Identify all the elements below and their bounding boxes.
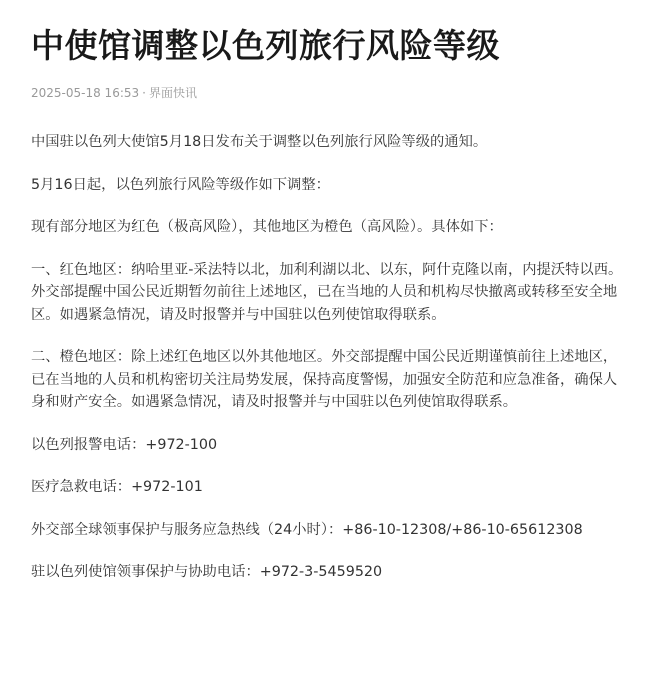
paragraph-overview: 现有部分地区为红色（极高风险），其他地区为橙色（高风险）。具体如下： bbox=[31, 219, 503, 235]
paragraph-embassy-phone: 驻以色列使馆领事保护与协助电话：+972-3-5459520 bbox=[31, 564, 383, 580]
paragraph-consular-hotline: 外交部全球领事保护与服务应急热线（24小时）：+86-10-12308/+86-10-65612308 bbox=[31, 521, 583, 538]
article-body bbox=[31, 131, 628, 584]
paragraph-police-phone: 以色列报警电话：+972-100 bbox=[31, 436, 218, 453]
article-meta bbox=[31, 85, 628, 101]
publish-datetime: 2025-05-18 16:53 bbox=[31, 86, 140, 100]
paragraph-effective-date: 5月16日起，以色列旅行风险等级作如下调整： bbox=[31, 176, 330, 193]
article-title: 中使馆调整以色列旅行风险等级 bbox=[31, 26, 500, 65]
meta-separator: · bbox=[142, 86, 146, 100]
paragraph-red-zone: 一、红色地区：纳哈里亚-采法特以北，加利利湖以北、以东，阿什克隆以南，内提沃特以西。外交部提醒中国公民近期暂勿前往上述地区，已在当地的人员和机构尽快撤离或转移至安全地区。如遇紧急情况，请及时报警并与中国驻以色列使馆取得联系。 bbox=[31, 261, 623, 323]
paragraph-notice: 中国驻以色列大使馆5月18日发布关于调整以色列旅行风险等级的通知。 bbox=[31, 134, 488, 150]
source-link[interactable]: 界面快讯 bbox=[148, 86, 197, 100]
paragraph-ambulance-phone: 医疗急救电话：+972-101 bbox=[31, 479, 203, 495]
paragraph-orange-zone: 二、橙色地区：除上述红色地区以外其他地区。外交部提醒中国公民近期谨慎前往上述地区，已在当地的人员和机构密切关注局势发展，保持高度警惕，加强安全防范和应急准备，确保人身和财产安全。如遇紧急情况，请及时报警并与中国驻以色列使馆取得联系。 bbox=[31, 349, 618, 410]
